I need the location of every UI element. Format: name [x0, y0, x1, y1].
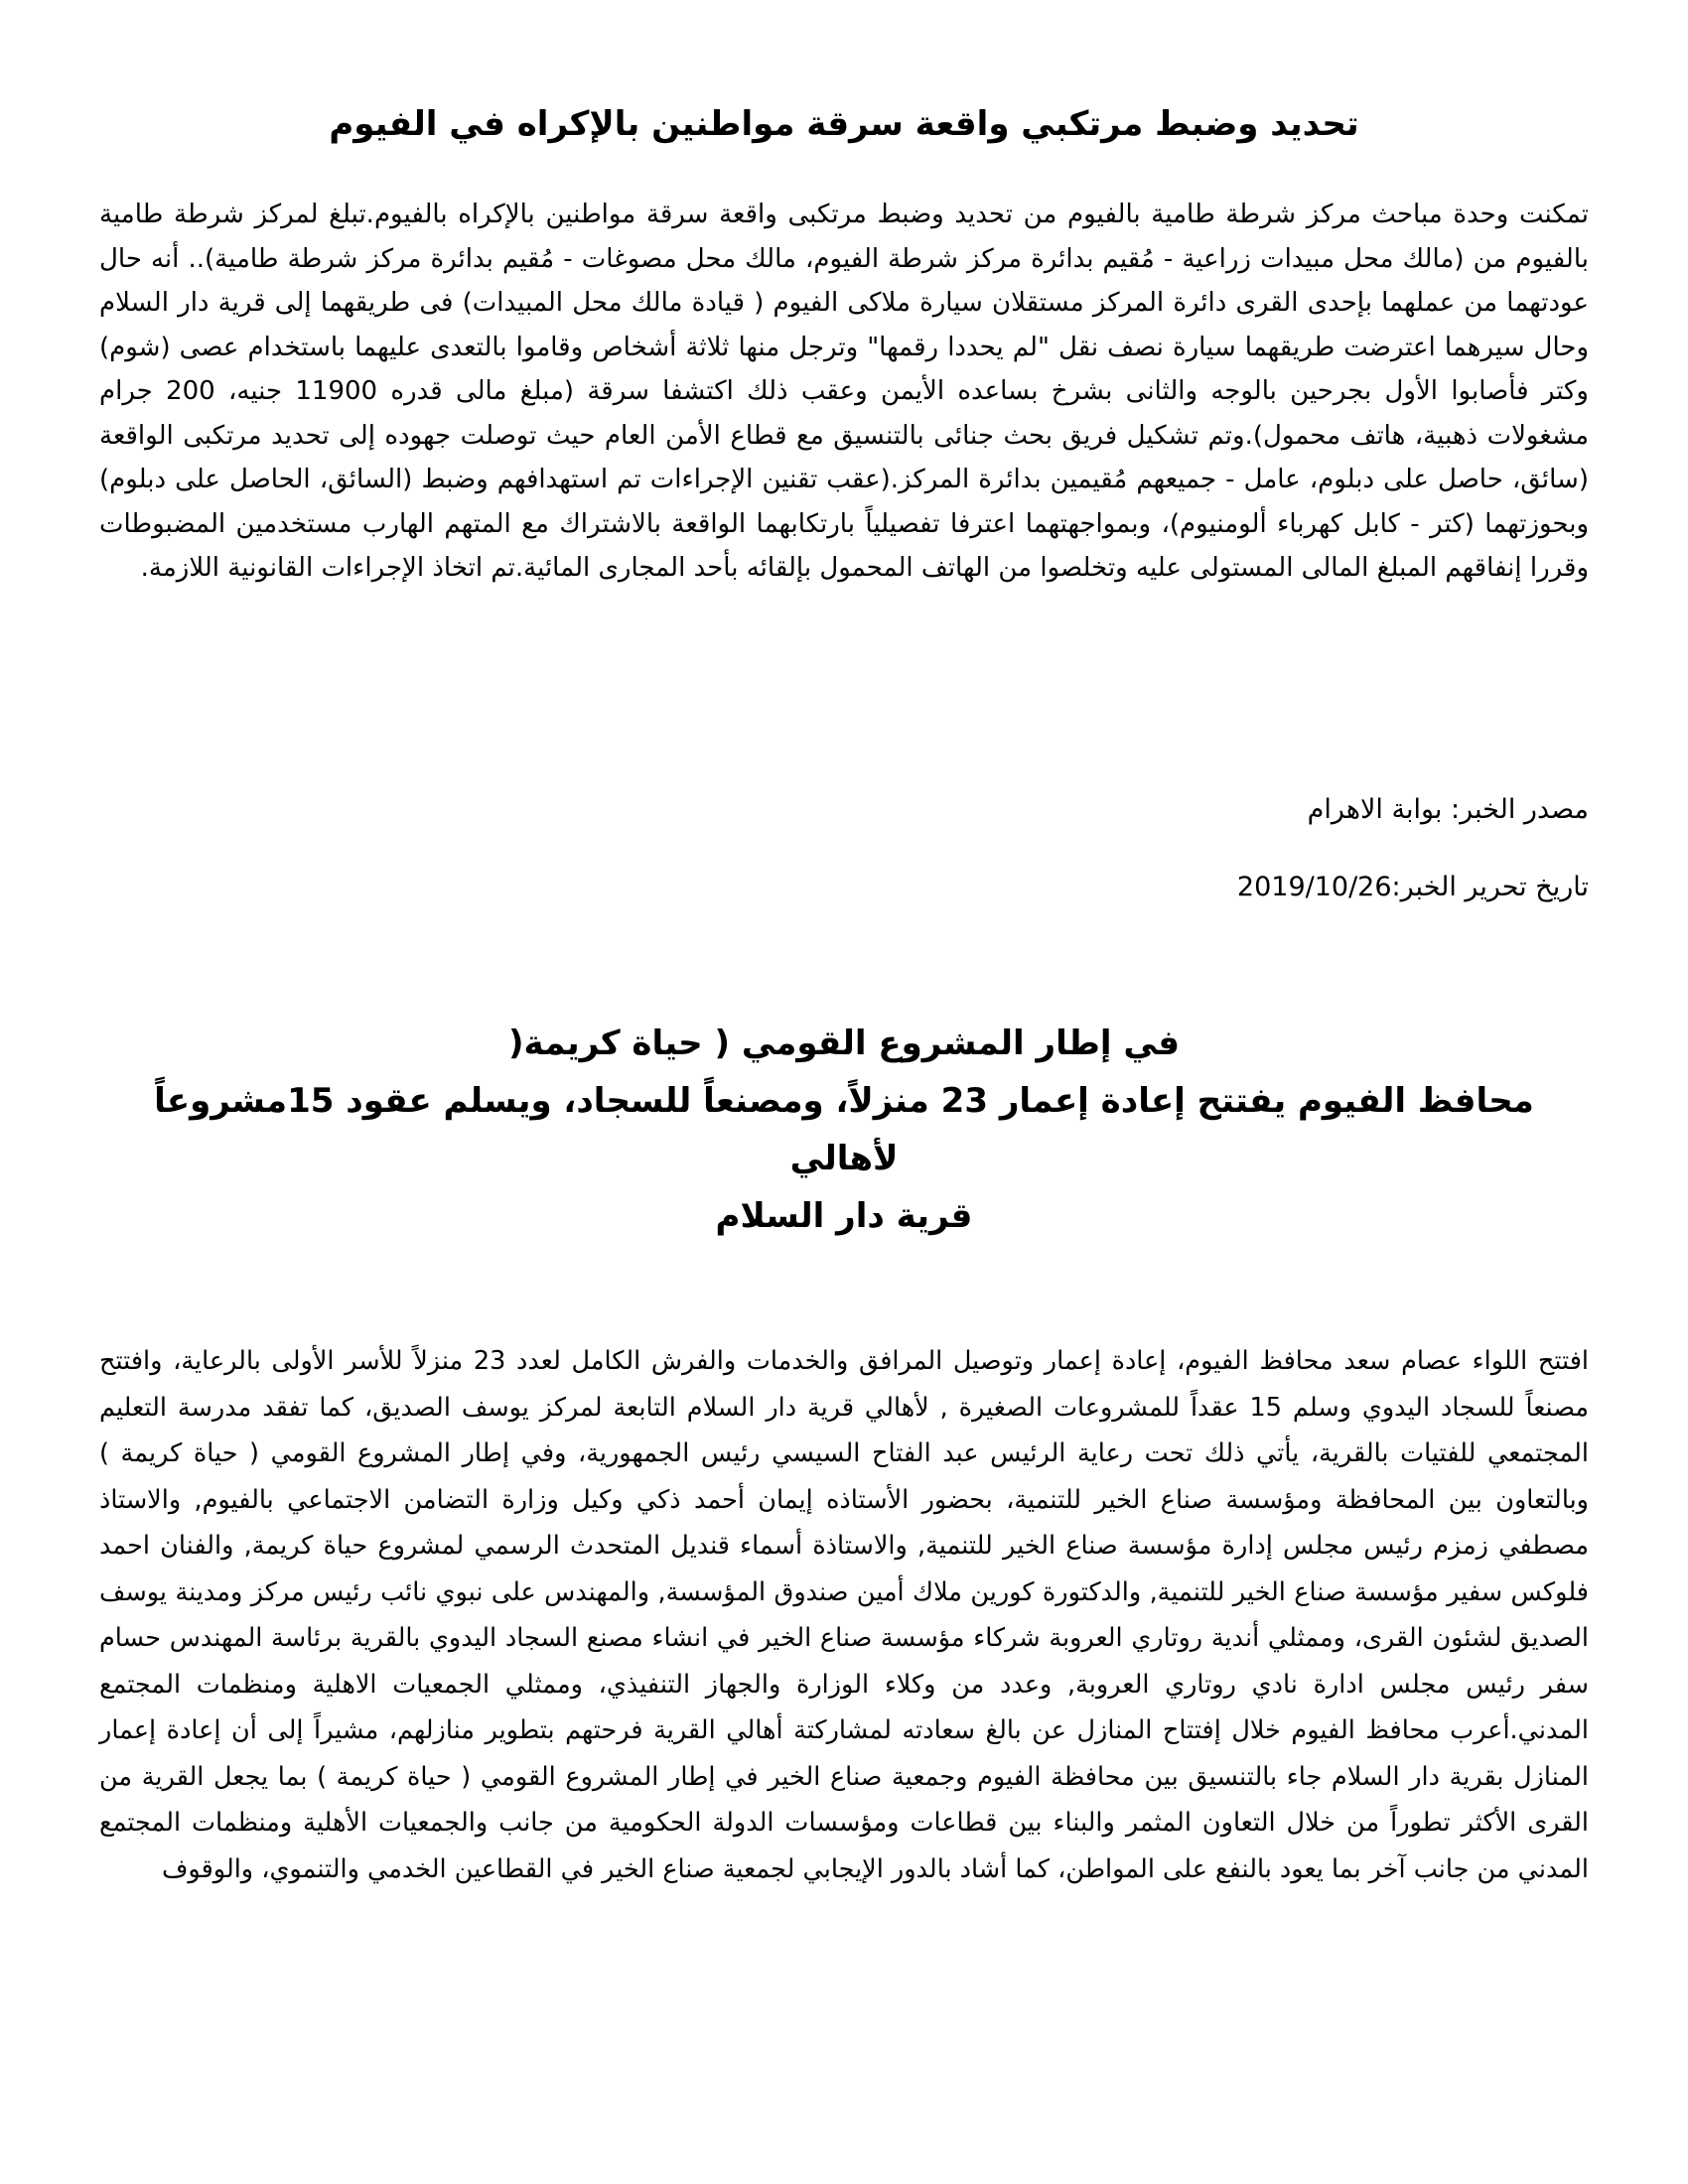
source-value: بوابة الاهرام [1307, 794, 1443, 825]
date-label: تاريخ تحرير الخبر: [1391, 872, 1589, 902]
article1-body: تمكنت وحدة مباحث مركز شرطة طامية بالفيوم من تحديد وضبط مرتكبى واقعة سرقة مواطنين بالإكراه بالفيوم.تبلغ لمركز شرطة طامية بالفيوم من (مالك محل مبيدات زراعية - مُقيم بدائرة مركز شرطة الفيوم، مالك محل مصوغات - مُقيم بدائرة مركز شرطة طامية).. أنه حال عودتهما من عملهما بإحدى القرى دائرة المركز مستقلان سيارة ملاكى الفيوم ( قيادة مالك محل المبيدات) فى طريقهما إلى قرية دار السلام وحال سيرهما اعترضت طريقهما سيارة نصف نقل "لم يحددا رقمها" وترجل منها ثلاثة أشخاص وقاموا بالتعدى عليهما باستخدام عصى (شوم) وكتر فأصابوا الأول بجرحين بالوجه والثانى بشرخ بساعده الأيمن وعقب ذلك اكتشفا سرقة (مبلغ مالى قدره 11900 جنيه، 200 جرام مشغولات ذهبية، هاتف محمول).وتم تشكيل فريق بحث جنائى بالتنسيق مع قطاع الأمن العام حيث توصلت جهوده إلى تحديد مرتكبى الواقعة (سائق، حاصل على دبلوم، عامل - جميعهم مُقيمين بدائرة المركز.(عقب تقنين الإجراءات تم استهدافهم وضبط (السائق، الحاصل على دبلوم) وبحوزتهما (كتر - كابل كهرباء ألومنيوم)، وبمواجهتهما اعترفا تفصيلياً بارتكابهما الواقعة بالاشتراك مع المتهم الهارب مستخدمين المضبوطات وقررا إنفاقهم المبلغ المالى المستولى عليه وتخلصوا من الهاتف المحمول بإلقائه بأحد المجارى المائية.تم اتخاذ الإجراءات القانونية اللازمة. [99, 200, 1589, 583]
article1-source [1308, 790, 1589, 830]
article1-title: تحديد وضبط مرتكبي واقعة سرقة مواطنين بالإكراه في الفيوم [329, 104, 1359, 144]
source-label: مصدر الخبر: [1442, 794, 1589, 825]
article1-date [1237, 868, 1589, 907]
article2-title-line3: قرية دار السلام [715, 1196, 973, 1236]
document-page [99, 0, 1589, 2184]
article2-body: افتتح اللواء عصام سعد محافظ الفيوم، إعادة إعمار وتوصيل المرافق والخدمات والفرش الكامل لعدد 23 منزلاً للأسر الأولى بالرعاية، وافتتح مصنعاً للسجاد اليدوي وسلم 15 عقداً للمشروعات الصغيرة , لأهالي قرية دار السلام التابعة لمركز يوسف الصديق، كما تفقد مدرسة التعليم المجتمعي للفتيات بالقرية، يأتي ذلك تحت رعاية الرئيس عبد الفتاح السيسي رئيس الجمهورية، وفي إطار المشروع القومي ( حياة كريمة ) وبالتعاون بين المحافظة ومؤسسة صناع الخير للتنمية، بحضور الأستاذه إيمان أحمد ذكي وكيل وزارة التضامن الاجتماعي بالفيوم, والاستاذ مصطفي زمزم رئيس مجلس إدارة مؤسسة صناع الخير للتنمية, والاستاذة أسماء قنديل المتحدث الرسمي لمشروع حياة كريمة, والفنان احمد فلوكس سفير مؤسسة صناع الخير للتنمية, والدكتورة كورين ملاك أمين صندوق المؤسسة, والمهندس على نبوي نائب رئيس مركز ومدينة يوسف الصديق لشئون القرى، وممثلي أندية روتاري العروبة شركاء مؤسسة صناع الخير في انشاء مصنع السجاد اليدوي بالقرية برئاسة المهندس حسام سفر رئيس مجلس ادارة نادي روتاري العروبة, وعدد من وكلاء الوزارة والجهاز التنفيذي، وممثلي الجمعيات الاهلية ومنظمات المجتمع المدني.أعرب محافظ الفيوم خلال إفتتاح المنازل عن بالغ سعادته لمشاركتة أهالي القرية فرحتهم بتطوير منازلهم، مشيراً إلى أن إعادة إعمار المنازل بقرية دار السلام جاء بالتنسيق بين محافظة الفيوم وجمعية صناع الخير في إطار المشروع القومي ( حياة كريمة ) بما يجعل القرية من القرى الأكثر تطوراً من خلال التعاون المثمر والبناء بين قطاعات ومؤسسات الدولة الحكومية من جانب والجمعيات الأهلية ومنظمات المجتمع المدني من جانب آخر بما يعود بالنفع على المواطن، كما أشاد بالدور الإيجابي لجمعية صناع الخير في القطاعين الخدمي والتنموي، والوقوف [99, 1346, 1590, 1884]
article2-title-line1: في إطار المشروع القومي ( حياة كريمة( [507, 1024, 1181, 1063]
article2-title-line2: محافظ الفيوم يفتتح إعادة إعمار 23 منزلاً، ومصنعاً للسجاد، ويسلم عقود 15مشروعاً لأهالي [154, 1081, 1534, 1178]
date-value: 2019/10/26 [1236, 872, 1392, 902]
article2-title [99, 1015, 1589, 1245]
